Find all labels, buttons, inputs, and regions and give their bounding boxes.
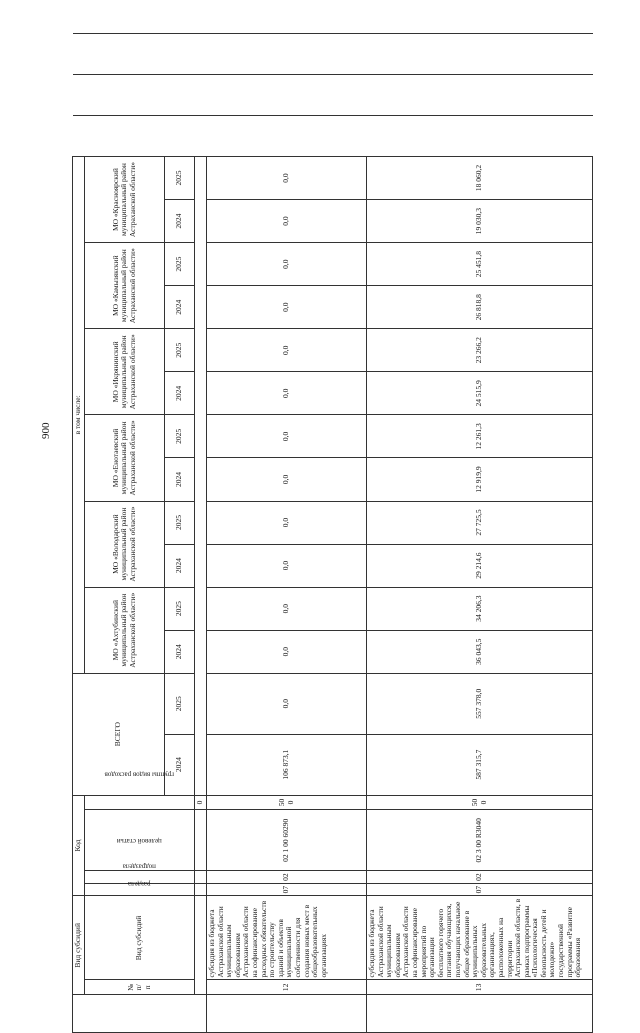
row-krasnoyarsky-2024: 19 030,3 <box>367 200 593 243</box>
header-mo-volodarsky: МО «Володарский муниципальный район Астраханской области» <box>85 501 165 587</box>
year-ikryaninsky-2024: 2024 <box>165 372 195 415</box>
row-enotaevsky-2024: 0,0 <box>207 458 367 501</box>
header-razdel: раздела <box>85 883 195 896</box>
subsidy-table <box>72 33 593 1033</box>
row-num: 12 <box>207 980 367 995</box>
header-mo-enotaevsky: МО «Енотаевский муниципальный район Астраханской области» <box>85 415 165 501</box>
header-celevoy-stati: целевой статьи <box>85 810 195 871</box>
row-krasnoyarsky-2024: 0,0 <box>207 200 367 243</box>
header-mo-akhtubinsky: МО «Ахтубинский муниципальный район Астраханской области» <box>85 587 165 673</box>
table-row <box>207 34 367 1033</box>
header-vid: Вид субсидий <box>73 896 85 995</box>
year-akhtubinsky-2024: 2024 <box>165 630 195 673</box>
row-kamyzyaksky-2024: 0,0 <box>207 286 367 329</box>
header-gap-right <box>73 116 207 157</box>
row-ikryaninsky-2024: 0,0 <box>207 372 367 415</box>
row-enotaevsky-2024: 12 919,9 <box>367 458 593 501</box>
row-akhtubinsky-2024: 36 043,5 <box>367 630 593 673</box>
header-kod: Код <box>73 795 85 896</box>
header-gap-right-3 <box>73 34 207 75</box>
header-podrazdel: подраздела <box>85 871 195 884</box>
year-vsego-2024: 2024 <box>165 734 195 795</box>
year-akhtubinsky-2025: 2025 <box>165 587 195 630</box>
year-ikryaninsky-2025: 2025 <box>165 329 195 372</box>
row-gap-3 <box>367 34 593 75</box>
header-gap-right-2 <box>73 75 207 116</box>
row-krasnoyarsky-2025: 18 060,2 <box>367 156 593 199</box>
header-empty-left <box>73 995 207 1033</box>
row-ikryaninsky-2025: 0,0 <box>207 329 367 372</box>
row-kamyzyaksky-2024: 26 818,8 <box>367 286 593 329</box>
header-num: № п/п <box>85 980 195 995</box>
header-vid-subsidiy: Вид субсидий <box>85 896 195 980</box>
header-spacer-cs <box>195 810 207 871</box>
header-spacer-values <box>195 156 207 795</box>
header-mo-ikryaninsky: МО «Икрянинский муниципальный район Астраханской области» <box>85 329 165 415</box>
row-gruppa-vidov: 500 <box>367 795 593 810</box>
year-enotaevsky-2025: 2025 <box>165 415 195 458</box>
row-subsidy-description: субсидия из бюджета Астраханской области муниципальным образованиям Астраханской области на софинансирование расходных обязательств по строительству зданий и объектов муниципальной собственности для создания новых мест в общеобразовательных организациях <box>207 896 367 980</box>
year-krasnoyarsky-2025: 2025 <box>165 156 195 199</box>
row-kamyzyaksky-2025: 0,0 <box>207 243 367 286</box>
row-gap <box>207 116 367 157</box>
row-vsego-2024: 106 873,1 <box>207 734 367 795</box>
row-akhtubinsky-2025: 34 206,3 <box>367 587 593 630</box>
row-celevaya-statya: 02 1 00 60290 <box>207 810 367 871</box>
table-row <box>367 34 593 1033</box>
row-left-margin <box>207 995 367 1033</box>
row-gap-2 <box>207 75 367 116</box>
subsidy-table-page <box>72 33 592 1033</box>
row-razdel: 07 <box>207 883 367 896</box>
year-kamyzyaksky-2024: 2024 <box>165 286 195 329</box>
row-kamyzyaksky-2025: 25 451,8 <box>367 243 593 286</box>
row-ikryaninsky-2024: 24 515,9 <box>367 372 593 415</box>
row-ikryaninsky-2025: 23 266,2 <box>367 329 593 372</box>
row-left-margin <box>367 995 593 1033</box>
row-gap-3 <box>207 34 367 75</box>
header-mo-kamyzyaksky: МО «Камызякский муниципальный район Астраханской области» <box>85 243 165 329</box>
header-spacer-razdel <box>195 883 207 896</box>
row-podrazdel: 02 <box>207 871 367 884</box>
row-vsego-2025: 0,0 <box>207 673 367 734</box>
header-mo-krasnoyarsky: МО «Красноярский муниципальный район Астраханской области» <box>85 156 165 242</box>
header-vsego: ВСЕГО <box>73 673 165 795</box>
row-volodarsky-2024: 0,0 <box>207 544 367 587</box>
row-volodarsky-2025: 0,0 <box>207 501 367 544</box>
row-razdel: 07 <box>367 883 593 896</box>
year-vsego-2025: 2025 <box>165 673 195 734</box>
row-gap <box>367 116 593 157</box>
page-number: 900 <box>40 422 52 439</box>
year-volodarsky-2024: 2024 <box>165 544 195 587</box>
row-akhtubinsky-2025: 0,0 <box>207 587 367 630</box>
header-v-tom-chisle: в том числе: <box>73 156 85 673</box>
year-kamyzyaksky-2025: 2025 <box>165 243 195 286</box>
row-gap-2 <box>367 75 593 116</box>
row-celevaya-statya: 02 3 00 R3040 <box>367 810 593 871</box>
row-akhtubinsky-2024: 0,0 <box>207 630 367 673</box>
header-spacer-vid <box>195 896 207 995</box>
row-enotaevsky-2025: 12 261,3 <box>367 415 593 458</box>
row-podrazdel: 02 <box>367 871 593 884</box>
row-enotaevsky-2025: 0,0 <box>207 415 367 458</box>
row-volodarsky-2024: 29 214,6 <box>367 544 593 587</box>
year-krasnoyarsky-2024: 2024 <box>165 200 195 243</box>
header-zero-marker: 0 <box>195 795 207 810</box>
year-volodarsky-2025: 2025 <box>165 501 195 544</box>
row-krasnoyarsky-2025: 0,0 <box>207 156 367 199</box>
row-vsego-2025: 557 378,0 <box>367 673 593 734</box>
header-gruppy-vidov: группы видов расходов <box>85 795 195 810</box>
header-spacer-podrazdel <box>195 871 207 884</box>
year-enotaevsky-2024: 2024 <box>165 458 195 501</box>
row-gruppa-vidov: 500 <box>207 795 367 810</box>
row-vsego-2024: 587 315,7 <box>367 734 593 795</box>
row-subsidy-description: субсидия из бюджета Астраханской области муниципальным образованиям Астраханской области на софинансирование мероприятий по организации бесплатного горячего питания обучающихся, получающих начальное общее образование в муниципальных образовательных организациях, расположенных на территории Астраханской области, в рамках подпрограммы «Психологическая безопасность детей и молодежи» государственной программы «Развитие образования <box>367 896 593 980</box>
row-num: 13 <box>367 980 593 995</box>
row-volodarsky-2025: 27 725,5 <box>367 501 593 544</box>
